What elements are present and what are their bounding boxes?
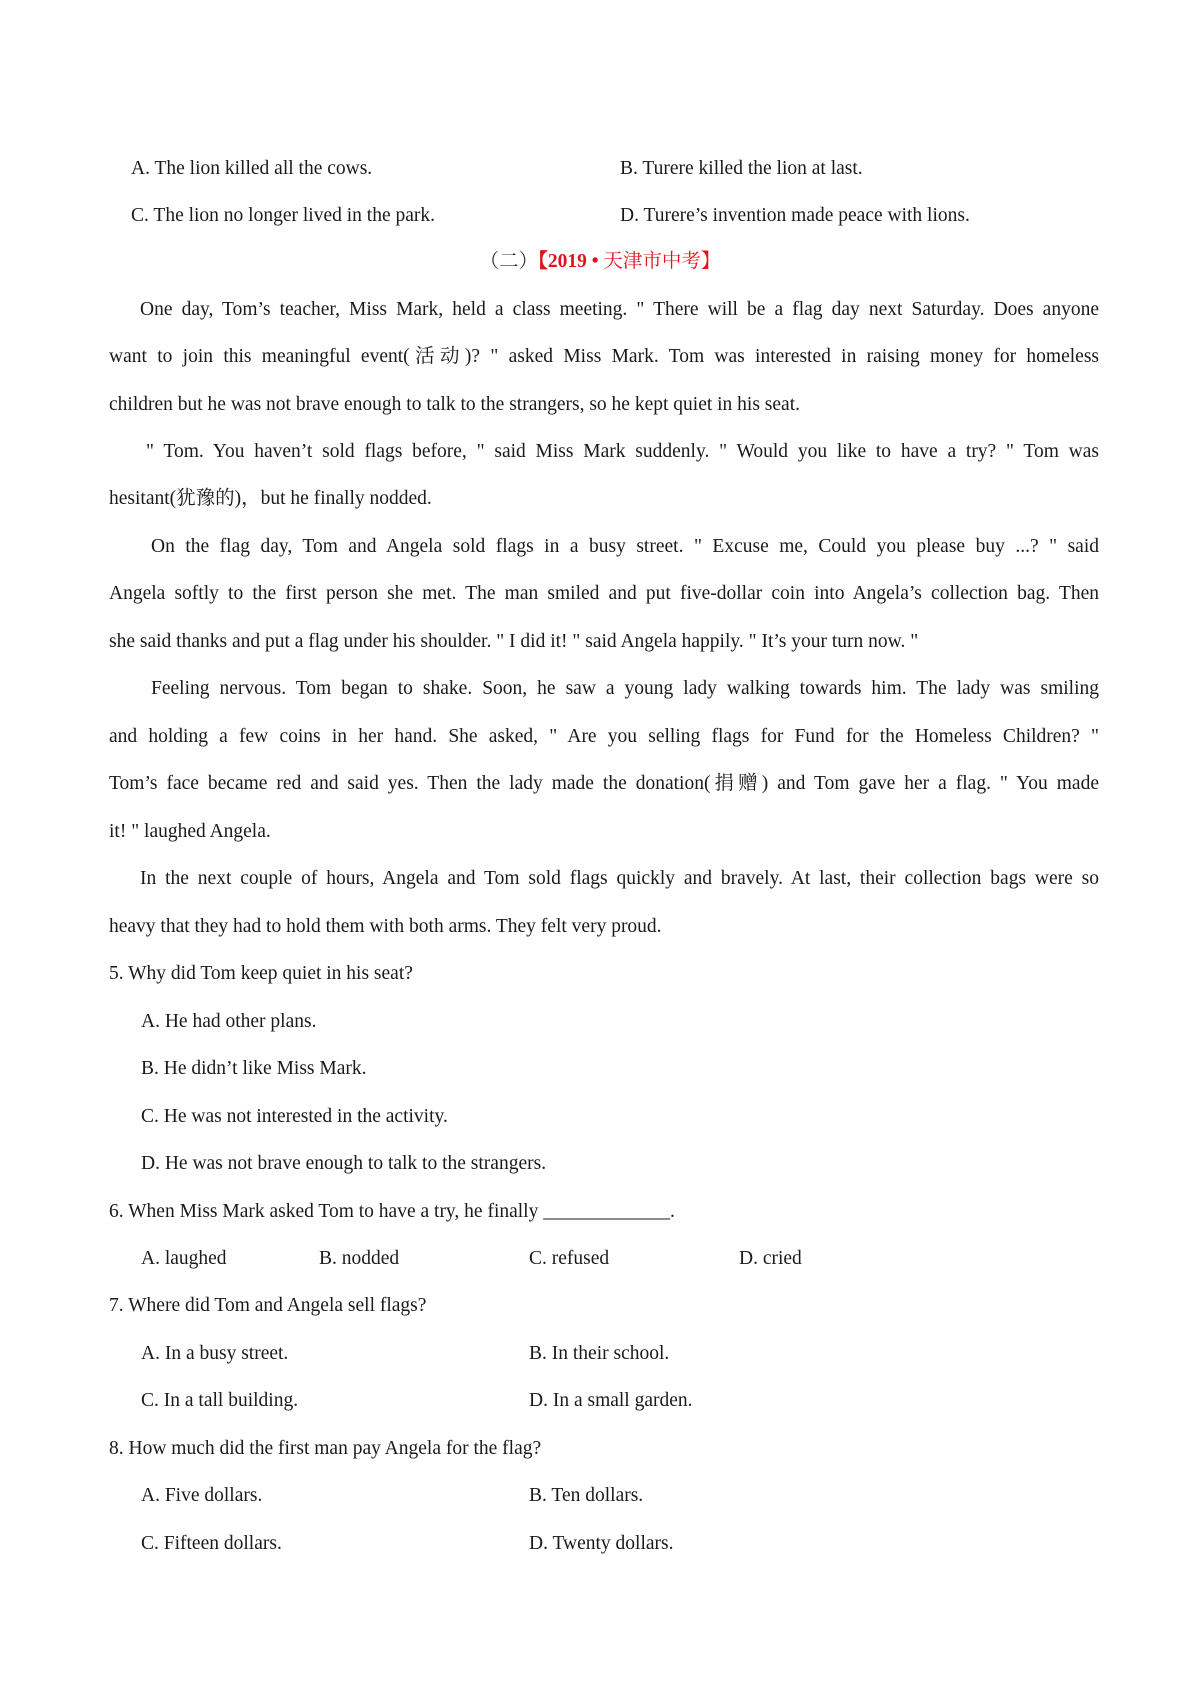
question-6-option-a: A. laughed	[141, 1248, 227, 1269]
passage-line-11: Tom’s face became red and said yes. Then the lady made the donation(捐赠) and Tom gave her a flag. " You made	[109, 773, 1099, 794]
question-6-option-c: C. refused	[529, 1248, 610, 1269]
source-place: 天津市中考】	[603, 251, 721, 272]
section-number: （二）	[479, 251, 539, 272]
question-7-option-c: C. In a tall building.	[141, 1390, 299, 1411]
question-8-option-d: D. Twenty dollars.	[529, 1533, 674, 1554]
question-6-stem: 6. When Miss Mark asked Tom to have a try, he finally _____________.	[109, 1201, 675, 1222]
question-6-option-d: D. cried	[739, 1248, 802, 1269]
section-heading	[0, 250, 1200, 274]
passage-line-14: heavy that they had to hold them with both arms. They felt very proud.	[109, 916, 662, 937]
source-dot: •	[591, 251, 599, 272]
question-8-option-c: C. Fifteen dollars.	[141, 1533, 282, 1554]
question-8-option-a: A. Five dollars.	[141, 1485, 263, 1506]
prev-option-d: D. Turere’s invention made peace with lions.	[620, 205, 970, 226]
question-7-stem: 7. Where did Tom and Angela sell flags?	[109, 1295, 427, 1316]
passage-line-3: children but he was not brave enough to talk to the strangers, so he kept quiet in his seat.	[109, 394, 801, 415]
passage-line-13: In the next couple of hours, Angela and Tom sold flags quickly and bravely. At last, their collection bags were so	[140, 868, 1099, 889]
passage-line-4: " Tom. You haven’t sold flags before, " said Miss Mark suddenly. " Would you like to have a try? " Tom was	[146, 441, 1099, 462]
passage-line-12: it! " laughed Angela.	[109, 821, 271, 842]
question-5-option-d: D. He was not brave enough to talk to the strangers.	[141, 1153, 547, 1174]
question-7-option-b: B. In their school.	[529, 1343, 670, 1364]
passage-line-8: she said thanks and put a flag under his shoulder. " I did it! " said Angela happily. " It’s your turn now. "	[109, 631, 919, 652]
question-5-option-c: C. He was not interested in the activity.	[141, 1106, 448, 1127]
prev-option-c: C. The lion no longer lived in the park.	[131, 205, 436, 226]
section-source	[538, 251, 720, 272]
passage-line-10: and holding a few coins in her hand. She asked, " Are you selling flags for Fund for the Homeless Children? "	[109, 726, 1099, 747]
prev-option-b: B. Turere killed the lion at last.	[620, 158, 863, 179]
question-5-option-b: B. He didn’t like Miss Mark.	[141, 1058, 367, 1079]
passage-line-2: want to join this meaningful event(活动)? " asked Miss Mark. Tom was interested in raising money for homeless	[109, 346, 1099, 367]
question-7-option-a: A. In a busy street.	[141, 1343, 289, 1364]
question-5-stem: 5. Why did Tom keep quiet in his seat?	[109, 963, 413, 984]
passage-line-6: On the flag day, Tom and Angela sold flags in a busy street. " Excuse me, Could you please buy ...? " said	[151, 536, 1099, 557]
passage-line-5: hesitant(犹豫的)，but he finally nodded.	[109, 488, 432, 509]
passage-line-9: Feeling nervous. Tom began to shake. Soon, he saw a young lady walking towards him. The lady was smiling	[151, 678, 1099, 699]
question-7-option-d: D. In a small garden.	[529, 1390, 693, 1411]
question-8-option-b: B. Ten dollars.	[529, 1485, 644, 1506]
question-6-option-b: B. nodded	[319, 1248, 400, 1269]
question-5-option-a: A. He had other plans.	[141, 1011, 317, 1032]
source-year: 【2019	[538, 251, 587, 272]
passage-line-7: Angela softly to the first person she met. The man smiled and put five-dollar coin into Angela’s collection bag. Then	[109, 583, 1099, 604]
passage-line-1: One day, Tom’s teacher, Miss Mark, held a class meeting. " There will be a flag day next Saturday. Does anyone	[140, 299, 1099, 320]
question-8-stem: 8. How much did the first man pay Angela for the flag?	[109, 1438, 542, 1459]
prev-option-a: A. The lion killed all the cows.	[131, 158, 373, 179]
